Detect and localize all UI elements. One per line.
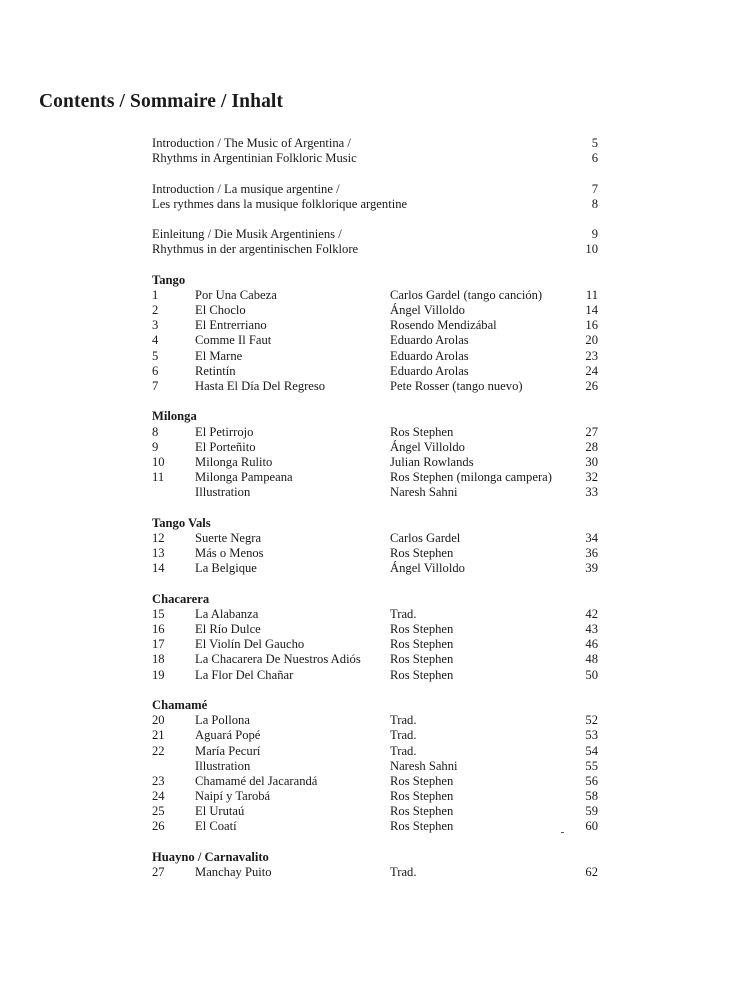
entry-composer: Trad. xyxy=(390,728,417,743)
toc-entry xyxy=(152,637,598,652)
intro-block xyxy=(152,227,598,257)
entry-number: 26 xyxy=(152,819,165,834)
toc-entry xyxy=(152,713,598,728)
entry-title: Suerte Negra xyxy=(195,530,262,545)
entry-composer: Ros Stephen xyxy=(390,819,454,834)
toc-entry xyxy=(152,485,598,500)
entry-composer: Pete Rosser (tango nuevo) xyxy=(390,379,523,393)
section-block xyxy=(152,409,598,500)
entry-composer: Ros Stephen xyxy=(390,773,454,788)
entry-number: 20 xyxy=(152,713,165,728)
page-number: 27 xyxy=(585,424,598,439)
toc-entry xyxy=(152,333,598,348)
section-heading: Tango Vals xyxy=(152,515,211,530)
entry-composer: Julian Rowlands xyxy=(390,454,474,469)
toc-entry xyxy=(152,728,598,743)
spacer xyxy=(152,258,598,273)
intro-text: Rhythms in Argentinian Folkloric Music xyxy=(152,151,357,166)
page-number: 11 xyxy=(585,287,598,302)
page-title: Contents / Sommaire / Inhalt xyxy=(39,91,284,112)
spacer xyxy=(152,576,598,591)
entry-number: 11 xyxy=(152,470,165,485)
entry-title: El Petirrojo xyxy=(195,424,254,439)
entry-composer: Trad. xyxy=(390,606,417,621)
intro-text: Einleitung / Die Musik Argentiniens / xyxy=(152,227,342,242)
page-number: 53 xyxy=(585,728,598,743)
entry-number: 9 xyxy=(152,439,159,454)
toc-entry xyxy=(152,652,598,667)
page-number: 10 xyxy=(585,242,598,257)
table-of-contents xyxy=(152,136,598,880)
entry-composer: Ros Stephen (milonga campera) xyxy=(390,470,552,485)
intro-line xyxy=(152,197,598,212)
entry-title: Milonga Rulito xyxy=(195,454,273,469)
section-heading: Milonga xyxy=(152,409,197,424)
entry-composer: Naresh Sahni xyxy=(390,758,458,773)
entry-composer: Eduardo Arolas xyxy=(390,363,469,378)
toc-entry xyxy=(152,440,598,455)
entry-title: La Alabanza xyxy=(195,606,259,621)
entry-title: Hasta El Día Del Regreso xyxy=(195,379,326,393)
intro-line xyxy=(152,227,598,242)
page-number: 8 xyxy=(591,196,598,211)
spacer xyxy=(152,212,598,227)
entry-title: Por Una Cabeza xyxy=(195,287,277,302)
toc-entry xyxy=(152,668,598,683)
toc-entry xyxy=(152,789,598,804)
entry-title: María Pecurí xyxy=(195,743,261,758)
entry-composer: Ros Stephen xyxy=(390,424,454,439)
entry-title: Comme Il Faut xyxy=(195,333,272,348)
entry-title: Naipí y Tarobá xyxy=(195,789,271,804)
toc-entry xyxy=(152,744,598,759)
entry-number: 19 xyxy=(152,667,165,682)
page-number: 46 xyxy=(585,637,598,652)
entry-composer: Carlos Gardel (tango canción) xyxy=(390,287,543,302)
entry-number: 27 xyxy=(152,865,165,879)
entry-composer: Trad. xyxy=(390,713,417,728)
toc-entry xyxy=(152,561,598,576)
page-number: 6 xyxy=(591,151,598,166)
toc-entry xyxy=(152,622,598,637)
page-number: 52 xyxy=(585,713,598,728)
page-number: 56 xyxy=(585,773,598,788)
spacer xyxy=(152,835,598,850)
entry-number: 17 xyxy=(152,637,165,652)
toc-entry xyxy=(152,288,598,303)
entry-number: 24 xyxy=(152,789,165,804)
entry-number: 15 xyxy=(152,606,165,621)
entry-title: Illustration xyxy=(195,485,251,500)
toc-entry xyxy=(152,865,598,880)
toc-entry xyxy=(152,364,598,379)
entry-number: 8 xyxy=(152,424,159,439)
toc-entry xyxy=(152,379,598,394)
page-number: 59 xyxy=(585,804,598,819)
entry-title: El Porteñito xyxy=(195,439,256,454)
page-number: 50 xyxy=(585,667,598,682)
entry-title: La Chacarera De Nuestros Adiós xyxy=(195,652,361,667)
entry-number: 5 xyxy=(152,348,159,363)
page-number: 33 xyxy=(585,485,598,500)
page-number: 42 xyxy=(585,606,598,621)
entry-number: 18 xyxy=(152,652,165,667)
page-number: 14 xyxy=(585,303,598,318)
page-number: 43 xyxy=(585,622,598,636)
spacer xyxy=(152,683,598,698)
intro-text: Introduction / La musique argentine / xyxy=(152,181,340,196)
entry-number: 16 xyxy=(152,622,165,636)
entry-title: La Flor Del Chañar xyxy=(195,667,294,682)
toc-entry xyxy=(152,349,598,364)
section-block xyxy=(152,592,598,683)
section-block xyxy=(152,516,598,577)
section-block xyxy=(152,273,598,395)
entry-title: La Pollona xyxy=(195,713,250,728)
toc-entry xyxy=(152,819,598,834)
page-number: 30 xyxy=(585,454,598,469)
intro-text: Rhythmus in der argentinischen Folklore xyxy=(152,242,359,257)
entry-title: El Entrerriano xyxy=(195,318,267,333)
entry-composer: Ros Stephen xyxy=(390,652,454,667)
stray-mark xyxy=(561,832,564,833)
entry-composer: Trad. xyxy=(390,743,417,758)
entry-title: Aguará Popé xyxy=(195,728,261,743)
page-number: 60 xyxy=(585,819,598,834)
entry-number: 2 xyxy=(152,303,159,318)
page-number: 39 xyxy=(585,561,598,576)
toc-entry xyxy=(152,318,598,333)
section-heading: Chacarera xyxy=(152,591,210,606)
intro-line xyxy=(152,242,598,257)
entry-title: El Urutaú xyxy=(195,804,245,819)
page-number: 23 xyxy=(585,348,598,363)
page-number: 9 xyxy=(591,227,598,242)
intro-text: Introduction / The Music of Argentina / xyxy=(152,136,351,150)
entry-title: El Choclo xyxy=(195,303,246,318)
entry-title: Chamamé del Jacarandá xyxy=(195,773,318,788)
entry-number: 14 xyxy=(152,561,165,576)
section-block xyxy=(152,850,598,880)
entry-composer: Carlos Gardel xyxy=(390,530,461,545)
entry-composer: Eduardo Arolas xyxy=(390,333,469,348)
page-number: 5 xyxy=(591,136,598,150)
page-number: 20 xyxy=(585,333,598,348)
entry-number: 3 xyxy=(152,318,159,333)
spacer xyxy=(152,394,598,409)
toc-entry xyxy=(152,804,598,819)
page-number: 34 xyxy=(585,530,598,545)
page-number: 32 xyxy=(585,470,598,485)
toc-entry xyxy=(152,470,598,485)
entry-number: 6 xyxy=(152,363,159,378)
page-number: 62 xyxy=(585,865,598,879)
spacer xyxy=(152,501,598,516)
entry-title: Más o Menos xyxy=(195,546,264,561)
section-block xyxy=(152,698,598,835)
entry-composer: Ros Stephen xyxy=(390,667,454,682)
intro-text: Les rythmes dans la musique folklorique argentine xyxy=(152,196,408,211)
entry-title: Illustration xyxy=(195,758,251,773)
entry-title: La Belgique xyxy=(195,561,257,576)
page-number: 48 xyxy=(585,652,598,667)
toc-entry xyxy=(152,455,598,470)
page-number: 28 xyxy=(585,439,598,454)
entry-number: 21 xyxy=(152,728,165,743)
intro-line xyxy=(152,182,598,197)
entry-title: El Río Dulce xyxy=(195,622,261,636)
toc-entry xyxy=(152,425,598,440)
entry-title: Milonga Pampeana xyxy=(195,470,293,485)
entry-composer: Rosendo Mendizábal xyxy=(390,318,497,333)
entry-composer: Ángel Villoldo xyxy=(390,561,465,576)
entry-title: El Marne xyxy=(195,348,243,363)
intro-line xyxy=(152,136,598,151)
entry-title: Retintín xyxy=(195,363,236,378)
entry-composer: Trad. xyxy=(390,865,417,879)
entry-composer: Ros Stephen xyxy=(390,789,454,804)
entry-composer: Eduardo Arolas xyxy=(390,348,469,363)
entry-composer: Ros Stephen xyxy=(390,804,454,819)
entry-number: 25 xyxy=(152,804,165,819)
entry-number: 10 xyxy=(152,454,165,469)
page-number: 58 xyxy=(585,789,598,804)
intro-line xyxy=(152,151,598,166)
intro-block xyxy=(152,136,598,166)
section-heading: Chamamé xyxy=(152,697,208,712)
entry-title: El Violín Del Gaucho xyxy=(195,637,305,652)
toc-entry xyxy=(152,607,598,622)
page-number: 55 xyxy=(585,758,598,773)
entry-composer: Ángel Villoldo xyxy=(390,439,465,454)
intro-block xyxy=(152,182,598,212)
page-number: 26 xyxy=(585,379,598,393)
entry-composer: Ángel Villoldo xyxy=(390,303,465,318)
section-heading: Tango xyxy=(152,272,186,287)
entry-number: 7 xyxy=(152,379,159,393)
page-number: 16 xyxy=(585,318,598,333)
entry-number: 22 xyxy=(152,743,165,758)
spacer xyxy=(152,166,598,181)
toc-entry xyxy=(152,774,598,789)
entry-title: El Coatí xyxy=(195,819,237,834)
section-heading: Huayno / Carnavalito xyxy=(152,849,269,864)
page-number: 24 xyxy=(585,363,598,378)
entry-number: 13 xyxy=(152,546,165,561)
entry-number: 12 xyxy=(152,530,165,545)
entry-composer: Ros Stephen xyxy=(390,637,454,652)
toc-entry xyxy=(152,303,598,318)
entry-number: 4 xyxy=(152,333,159,348)
toc-entry xyxy=(152,759,598,774)
entry-number: 23 xyxy=(152,773,165,788)
entry-composer: Naresh Sahni xyxy=(390,485,458,500)
entry-composer: Ros Stephen xyxy=(390,622,454,636)
page-number: 7 xyxy=(591,181,598,196)
toc-entry xyxy=(152,546,598,561)
toc-entry xyxy=(152,531,598,546)
entry-title: Manchay Puito xyxy=(195,865,272,879)
entry-number: 1 xyxy=(152,287,159,302)
page-number: 36 xyxy=(585,546,598,561)
entry-composer: Ros Stephen xyxy=(390,546,454,561)
page-number: 54 xyxy=(585,743,598,758)
